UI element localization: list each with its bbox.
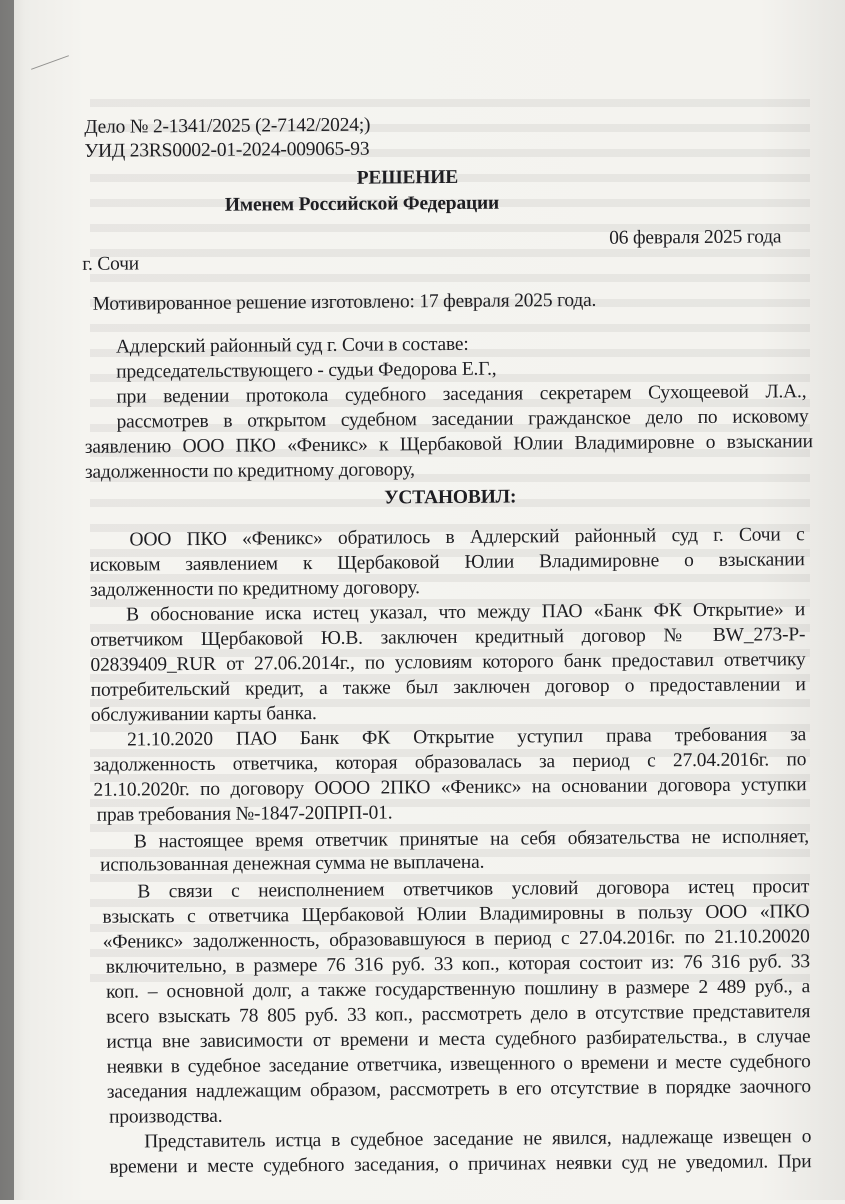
intro-line: заявлению ООО ПКО «Феникс» к Щербаковой Юлии Владимировне о взыскании [84, 431, 813, 458]
intro-line: Адлерский районный суд г. Сочи в составе: [115, 333, 469, 358]
body-line: включительно, в размере 76 316 руб. 33 коп., которая состоит из: 76 316 руб. 33 [105, 951, 810, 978]
intro-line: председательствующего - судьи Федорова Е.Г., [116, 358, 497, 383]
body-line: задолженность ответчика, которая образовалась за период с 27.04.2016г. по [93, 749, 807, 776]
body-line: В обоснование иска истец указал, что между ПАО «Банк ФК Открытие» и [126, 599, 806, 626]
body-line: истца вне зависимости от времени и места судебного разбирательства., в случае [106, 1026, 811, 1053]
body-line: ответчиком Щербаковой Ю.В. заключен кредитный договор № BW_273-P- [90, 624, 806, 651]
document-title: РЕШЕНИЕ [356, 166, 459, 189]
decision-city: г. Сочи [82, 253, 140, 275]
body-line: 02839409_RUR от 27.06.2014г., по условиям которого банк предоставил ответчику [90, 649, 806, 676]
body-line: прав требования №-1847-20ПРП-01. [96, 802, 393, 826]
intro-line: задолженности по кредитному договору, [84, 459, 415, 483]
body-line: В настоящее время ответчик принятые на себя обязательства не исполняет, [133, 826, 809, 853]
body-line: В связи с неисполнением ответчиков условий договора истец просит [137, 876, 810, 903]
body-line: 21.10.2020 ПАО Банк ФК Открытие уступил права требования за [127, 724, 807, 751]
body-line: коп. – основной долг, а также государственную пошлину в размере 2 489 руб., а [105, 976, 811, 1003]
document-subtitle: Именем Российской Федерации [224, 192, 500, 216]
section-heading: УСТАНОВИЛ: [384, 486, 517, 509]
body-line: использованная денежная сумма не выплачена. [99, 851, 485, 876]
case-uid: УИД 23RS0002-01-2024-009065-93 [84, 138, 370, 162]
intro-line: при ведении протокола судебного заседания секретарем Сухощеевой Л.А., [116, 381, 807, 408]
intro-line: рассмотрев в открытом судебном заседании гражданское дело по исковому [116, 406, 809, 433]
body-line: заседания надлежащим образом, рассмотреть в его отсутствие в порядке заочного [106, 1076, 811, 1103]
body-line: взыскать с ответчика Щербаковой Юлии Владимировны в пользу ООО «ПКО [102, 901, 810, 928]
body-line: неявки в судебное заседание ответчика, извещенного о времени и месте судебного [106, 1051, 811, 1078]
body-line: всего взыскать 78 805 руб. 33 коп., рассмотреть дело в отсутствие представителя [106, 1001, 811, 1028]
body-line: 21.10.2020г. по договору ОООО 2ПКО «Феникс» на основании договора уступки [93, 774, 807, 801]
body-line: ООО ПКО «Феникс» обратилось в Адлерский районный суд г. Сочи с [129, 524, 805, 551]
body-line: «Феникс» задолженность, образовавшуюся в период с 27.04.2016г. по 21.10.20020 [102, 926, 810, 953]
body-line: задолженности по кредитному договору. [89, 577, 420, 601]
body-line: обслуживании карты банка. [90, 703, 317, 726]
case-number: Дело № 2-1341/2025 (2-7142/2024;) [84, 114, 371, 138]
body-line: времени и месте судебного заседания, о причинах неявки суд не уведомил. При [109, 1151, 812, 1178]
body-line: производства. [108, 1105, 223, 1128]
body-line: исковым заявлением к Щербаковой Юлии Владимировне о взыскании [89, 549, 805, 576]
motivated-decision-date: Мотивированное решение изготовлено: 17 февраля 2025 года. [92, 289, 597, 315]
body-line: Представитель истца в судебное заседание не явился, надлежаще извещен о [144, 1126, 812, 1153]
body-line: потребительский кредит, а также был заключен договор о предоставлении и [90, 674, 806, 701]
decision-date: 06 февраля 2025 года [609, 226, 782, 249]
